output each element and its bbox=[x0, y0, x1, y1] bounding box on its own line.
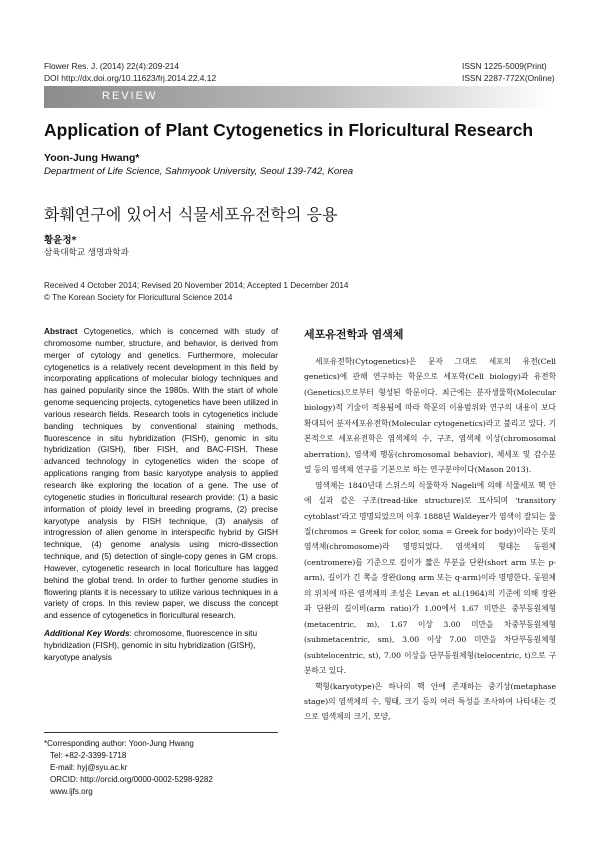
body-paragraph-1: 세포유전학(Cytogenetics)은 문자 그대로 세포의 유전(Cell genetics)에 관해 연구하는 학문으로 세포학(Cell biology)과 유전학(Genetics)으로부터 형성된 학문이다. 최근에는 분자생물학(Molecular biology)적 기술이 적용됨에 따라 학문의 이용범위와 연구의 내용이 보다 확대되어 분자세포유전학(Molecular cytogenetics)라고 불리고 있다. 기본적으로 세포유전학은 염색체의 수, 구조, 염색체 이상(chromosomal aberration), 염색체 행동(chromosomal behavior), 체세포 및 감수분열 등의 염색체 연구를 기본으로 하는 연구분야이다(Mason 2013). bbox=[304, 357, 556, 475]
korean-author-name: 황윤정* bbox=[44, 235, 77, 246]
footnote-divider bbox=[44, 732, 278, 733]
paper-title: Application of Plant Cytogenetics in Floricultural Research bbox=[44, 120, 534, 140]
body-paragraph-3: 핵형(karyotype)은 하나의 핵 안에 존재하는 중기상(metaphase stage)의 염색체의 수, 형태, 크기 등의 여러 특성을 조사하여 나타내는 것으로 염색체의 크기, 모양, bbox=[304, 681, 556, 722]
author-email[interactable]: E-mail: hyj@syu.ac.kr bbox=[50, 763, 128, 772]
abstract-column bbox=[44, 326, 278, 664]
doi-line[interactable]: DOI http://dx.doi.org/10.11623/frj.2014.22.4.12 bbox=[44, 73, 217, 83]
keywords-text: : chromosome, fluorescence in situ hybridization (FISH), genomic in situ hybridization (GISH), karyotype analysis bbox=[44, 629, 258, 662]
section-heading: 세포유전학과 염색체 bbox=[304, 328, 404, 341]
corresponding-author: *Corresponding author: Yoon-Jung Hwang bbox=[44, 739, 194, 748]
body-column bbox=[304, 326, 556, 725]
review-banner bbox=[44, 86, 554, 108]
author-affiliation: Department of Life Science, Sahmyook University, Seoul 139-742, Korea bbox=[44, 166, 354, 177]
issn-online: ISSN 2287-772X(Online) bbox=[462, 73, 555, 83]
journal-citation: Flower Res. J. (2014) 22(4):209-214 bbox=[44, 61, 179, 71]
abstract-text: Cytogenetics, which is concerned with study of chromosome number, structure, and behavior, is derived from merger of cytology and genetics. Furthermore, molecular cytogenetics is a relatively recent development in this field by incorporating applications of molecular biology techniques and has gained popularity since the 1980s. With the start of whole genome sequencing projects, cytogenetics have been utilized in various research fields. Research tools in cytogenetics include banding techniques by conventional staining methods, fluorescence in situ hybridization (FISH), genomic in situ hybridization (GISH), fiber FISH, and BAC-FISH. These advanced technology in cytogenetics widen the scope of applications ranging from basic karyotype analysis to applied research like exploring the location of a gene. The use of cytogenetic studies in floricultural research provide: (1) a basic information of ploidy level in breeding programs, (2) precise karyotype analysis by FISH technique, (3) analysis of introgression of alien genome in interspecific hybrid by GISH technique, (4) genome analysis using micro-dissection technique, and (5) detection of single-copy genes in GM crops. However, cytogenetic research in local floriculture has lagged behind the global trend. In order to further genome studies in flowering plants it is necessary to utilize various techniques in a variety of crops. In this review paper, we discuss the concept and essence of cytogenetics in floricultural research. bbox=[44, 327, 278, 621]
journal-header bbox=[44, 60, 216, 84]
article-history bbox=[44, 280, 348, 304]
keywords-label: Additional Key Words bbox=[44, 629, 130, 639]
abstract-label: Abstract bbox=[44, 327, 78, 336]
author-orcid[interactable]: ORCID: http://orcid.org/0000-0002-5298-9282 bbox=[50, 775, 213, 784]
abstract bbox=[44, 326, 278, 622]
author-name: Yoon-Jung Hwang* bbox=[44, 152, 140, 164]
received-dates: Received 4 October 2014; Revised 20 November 2014; Accepted 1 December 2014 bbox=[44, 281, 349, 290]
korean-affiliation: 삼육대학교 생명과학과 bbox=[44, 248, 129, 258]
copyright-line: © The Korean Society for Floricultural Science 2014 bbox=[44, 293, 233, 302]
korean-title: 화훼연구에 있어서 식물세포유전학의 응용 bbox=[44, 205, 338, 224]
journal-website[interactable]: www.ijfs.org bbox=[50, 787, 93, 796]
issn-block bbox=[462, 60, 555, 84]
author-tel: Tel: +82-2-3399-1718 bbox=[50, 751, 127, 760]
review-label: REVIEW bbox=[102, 90, 158, 102]
issn-print: ISSN 1225-5009(Print) bbox=[462, 61, 547, 71]
keywords bbox=[44, 628, 278, 664]
corresponding-footnote bbox=[44, 738, 213, 798]
body-paragraph-2: 염색체는 1840년대 스위스의 식물학자 Nageli에 의해 식물세포 핵 안에 실과 같은 구조(tread-like structure)로 묘사되며 ‘transitory cytoblast’라고 명명되었으며 이후 1888년 Waldeyer가 염색이 잘되는 물질(chromos = Greek for color, soma = Greek for body)이라는 뜻의 염색체(chromosome)라 명명되었다. 염색체의 형태는 동원체(centromere)를 기준으로 길이가 짧은 부분을 단완(short arm 또는 p-arm), 길이가 긴 쪽을 장완(long arm 또는 q-arm)이라 명명한다. 동원체의 위치에 따른 염색체의 조성은 Levan et al.(1964)의 기준에 의해 장완과 단완의 길이비(arm ratio)가 1.00에서 1.67 미만은 중부동원체형(metacentric, m), 1.67 이상 3.00 미만을 차중부동원체형(submetacentric, sm), 3.00 이상 7.00 미만을 차단부동원체형(subtelocentric, st), 7.00 이상을 단부동원체형(telocentric, t)으로 구분하고 있다. bbox=[304, 480, 556, 676]
